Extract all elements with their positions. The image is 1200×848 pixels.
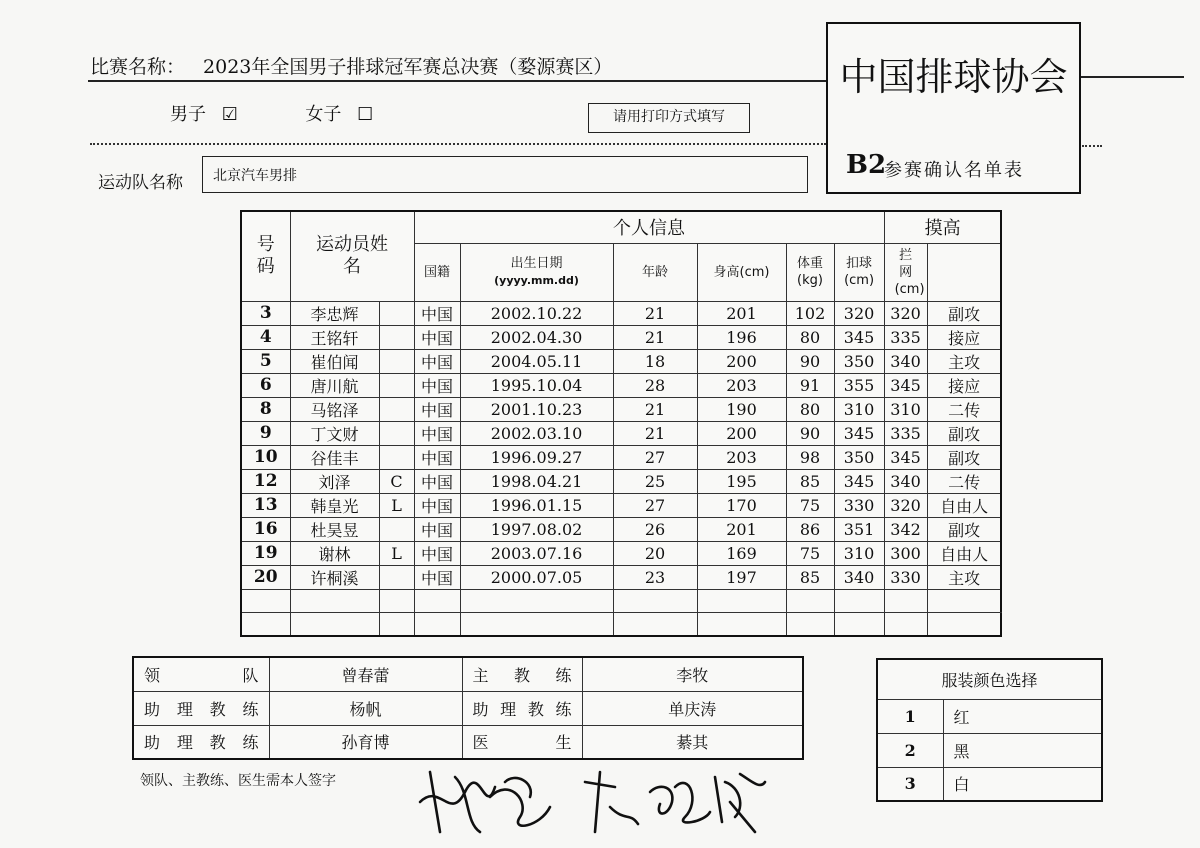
player-name: 丁文财	[290, 421, 379, 445]
competition-label: 比赛名称：	[90, 56, 186, 78]
player-name[interactable]	[290, 589, 379, 613]
player-age: 20	[613, 541, 697, 565]
player-height[interactable]	[697, 589, 786, 613]
header-nationality: 国籍	[414, 243, 460, 301]
player-nationality: 中国	[414, 517, 460, 541]
player-birthdate[interactable]	[460, 613, 613, 637]
player-name: 刘泽	[290, 469, 379, 493]
player-name: 王铭轩	[290, 325, 379, 349]
staff-row	[133, 691, 803, 725]
player-weight: 85	[786, 469, 834, 493]
player-block-reach: 342	[884, 517, 927, 541]
association-box	[826, 22, 1081, 194]
player-name: 崔伯闻	[290, 349, 379, 373]
player-age: 23	[613, 565, 697, 589]
player-spike-reach: 340	[834, 565, 884, 589]
player-number[interactable]	[241, 589, 290, 613]
player-height: 190	[697, 397, 786, 421]
player-birthdate: 1997.08.02	[460, 517, 613, 541]
player-height: 200	[697, 349, 786, 373]
player-role	[379, 301, 414, 325]
player-birthdate: 2004.05.11	[460, 349, 613, 373]
assistant-coach-name[interactable]: 杨帆	[269, 691, 462, 725]
player-number: 19	[241, 541, 290, 565]
table-row	[241, 565, 1001, 589]
player-spike-reach: 345	[834, 421, 884, 445]
player-birthdate[interactable]	[460, 589, 613, 613]
player-position: 自由人	[927, 493, 1001, 517]
player-block-reach: 335	[884, 421, 927, 445]
player-role	[379, 373, 414, 397]
header-birth	[460, 243, 613, 301]
player-name: 杜昊昱	[290, 517, 379, 541]
roster-table	[240, 210, 1002, 637]
form-code: B2	[846, 150, 887, 180]
player-nationality: 中国	[414, 397, 460, 421]
player-block-reach[interactable]	[884, 589, 927, 613]
player-nationality: 中国	[414, 493, 460, 517]
player-role[interactable]	[379, 613, 414, 637]
player-position: 副攻	[927, 445, 1001, 469]
table-row	[241, 469, 1001, 493]
player-role	[379, 517, 414, 541]
player-spike-reach: 330	[834, 493, 884, 517]
player-spike-reach: 310	[834, 397, 884, 421]
header-birth-format: (yyyy.mm.dd)	[494, 274, 579, 287]
player-birthdate: 2002.04.30	[460, 325, 613, 349]
player-spike-reach: 345	[834, 325, 884, 349]
player-spike-reach: 351	[834, 517, 884, 541]
staff-row	[133, 725, 803, 759]
table-row	[241, 493, 1001, 517]
player-weight: 98	[786, 445, 834, 469]
player-number: 9	[241, 421, 290, 445]
signature-note: 领队、主教练、医生需本人签字	[140, 773, 336, 789]
player-role: C	[379, 469, 414, 493]
player-name: 谷佳丰	[290, 445, 379, 469]
player-age: 26	[613, 517, 697, 541]
player-spike-reach[interactable]	[834, 613, 884, 637]
player-position: 副攻	[927, 301, 1001, 325]
player-position: 二传	[927, 397, 1001, 421]
player-block-reach: 340	[884, 469, 927, 493]
player-weight: 75	[786, 541, 834, 565]
doctor-name[interactable]: 綦其	[582, 725, 803, 759]
header-rule	[88, 80, 828, 82]
player-role	[379, 421, 414, 445]
player-age[interactable]	[613, 613, 697, 637]
uniform-option-number: 3	[877, 767, 943, 801]
player-number: 20	[241, 565, 290, 589]
table-row-empty	[241, 589, 1001, 613]
player-height: 195	[697, 469, 786, 493]
header-birth-label: 出生日期	[510, 256, 563, 271]
team-leader-label: 领 队	[133, 657, 269, 691]
player-role: L	[379, 493, 414, 517]
uniform-option[interactable]	[877, 767, 1102, 801]
uniform-option-color: 黑	[943, 733, 1102, 767]
player-weight: 91	[786, 373, 834, 397]
player-number: 6	[241, 373, 290, 397]
header-rule-right	[1080, 76, 1184, 78]
competition-name: 2023年全国男子排球冠军赛总决赛（婺源赛区）	[203, 56, 613, 78]
assistant-coach-name[interactable]: 孙育博	[269, 725, 462, 759]
player-birthdate: 2002.10.22	[460, 301, 613, 325]
player-weight: 102	[786, 301, 834, 325]
player-block-reach[interactable]	[884, 613, 927, 637]
player-weight: 80	[786, 397, 834, 421]
player-nationality: 中国	[414, 325, 460, 349]
assistant-coach-label: 助理教练	[462, 691, 582, 725]
player-birthdate: 1996.09.27	[460, 445, 613, 469]
player-name: 马铭泽	[290, 397, 379, 421]
player-spike-reach: 350	[834, 349, 884, 373]
header-spike: 扣球(cm)	[834, 243, 884, 301]
player-weight[interactable]	[786, 589, 834, 613]
player-name: 韩皇光	[290, 493, 379, 517]
player-age[interactable]	[613, 589, 697, 613]
player-birthdate: 1998.04.21	[460, 469, 613, 493]
player-block-reach: 345	[884, 373, 927, 397]
player-role	[379, 445, 414, 469]
header-weight: 体重(kg)	[786, 243, 834, 301]
player-number: 5	[241, 349, 290, 373]
uniform-option-color: 红	[943, 699, 1102, 733]
player-role	[379, 565, 414, 589]
player-block-reach: 330	[884, 565, 927, 589]
uniform-option-color: 白	[943, 767, 1102, 801]
player-number: 8	[241, 397, 290, 421]
form-name: 参赛确认名单表	[884, 160, 1024, 181]
player-role	[379, 349, 414, 373]
table-row	[241, 421, 1001, 445]
player-block-reach: 320	[884, 301, 927, 325]
player-position: 自由人	[927, 541, 1001, 565]
player-nationality[interactable]	[414, 589, 460, 613]
team-leader-name[interactable]: 曾春蕾	[269, 657, 462, 691]
uniform-option[interactable]	[877, 699, 1102, 733]
player-number: 10	[241, 445, 290, 469]
player-position: 接应	[927, 325, 1001, 349]
player-height: 201	[697, 301, 786, 325]
player-height: 203	[697, 445, 786, 469]
uniform-color-table	[876, 658, 1103, 802]
player-age: 21	[613, 397, 697, 421]
team-name-field[interactable]: 北京汽车男排	[202, 156, 808, 193]
header-height: 身高(cm)	[697, 243, 786, 301]
player-position: 主攻	[927, 349, 1001, 373]
player-birthdate: 2003.07.16	[460, 541, 613, 565]
player-nationality: 中国	[414, 469, 460, 493]
header-personal-info: 个人信息	[414, 211, 884, 243]
print-note: 请用打印方式填写	[588, 103, 750, 133]
player-role	[379, 325, 414, 349]
player-age: 18	[613, 349, 697, 373]
player-position: 二传	[927, 469, 1001, 493]
header-reach: 摸高	[884, 211, 1001, 243]
player-birthdate: 1996.01.15	[460, 493, 613, 517]
player-nationality: 中国	[414, 445, 460, 469]
association-name: 中国排球协会	[839, 55, 1068, 99]
player-position[interactable]	[927, 613, 1001, 637]
player-block-reach: 300	[884, 541, 927, 565]
player-spike-reach[interactable]	[834, 589, 884, 613]
uniform-title: 服装颜色选择	[877, 659, 1102, 699]
player-spike-reach: 320	[834, 301, 884, 325]
player-number[interactable]	[241, 613, 290, 637]
male-checkbox[interactable]: ☑	[221, 104, 238, 125]
player-position: 主攻	[927, 565, 1001, 589]
table-row	[241, 325, 1001, 349]
player-position: 副攻	[927, 517, 1001, 541]
head-coach-label: 主教练	[462, 657, 582, 691]
player-age: 21	[613, 301, 697, 325]
player-height: 169	[697, 541, 786, 565]
player-nationality: 中国	[414, 421, 460, 445]
player-block-reach: 345	[884, 445, 927, 469]
player-height: 170	[697, 493, 786, 517]
player-block-reach: 310	[884, 397, 927, 421]
player-age: 21	[613, 325, 697, 349]
table-row	[241, 301, 1001, 325]
player-spike-reach: 345	[834, 469, 884, 493]
player-role	[379, 397, 414, 421]
player-role[interactable]	[379, 589, 414, 613]
competition-line	[90, 52, 612, 79]
uniform-option[interactable]	[877, 733, 1102, 767]
table-row	[241, 445, 1001, 469]
dotted-divider-right	[1082, 145, 1102, 147]
assistant-coach-label: 助理教练	[133, 725, 269, 759]
player-number: 4	[241, 325, 290, 349]
player-number: 13	[241, 493, 290, 517]
header-number: 号码	[241, 211, 290, 301]
player-number: 16	[241, 517, 290, 541]
player-weight: 90	[786, 421, 834, 445]
player-birthdate: 1995.10.04	[460, 373, 613, 397]
player-nationality: 中国	[414, 373, 460, 397]
player-name: 唐川航	[290, 373, 379, 397]
player-nationality[interactable]	[414, 613, 460, 637]
player-age: 28	[613, 373, 697, 397]
assistant-coach-name[interactable]: 单庆涛	[582, 691, 803, 725]
gender-selection	[170, 100, 383, 126]
table-row-empty	[241, 613, 1001, 637]
player-position: 副攻	[927, 421, 1001, 445]
header-age: 年龄	[613, 243, 697, 301]
player-block-reach: 340	[884, 349, 927, 373]
player-name[interactable]	[290, 613, 379, 637]
player-weight[interactable]	[786, 613, 834, 637]
player-age: 27	[613, 493, 697, 517]
male-label: 男子	[170, 104, 206, 125]
staff-table	[132, 656, 804, 760]
player-height[interactable]	[697, 613, 786, 637]
uniform-option-number: 2	[877, 733, 943, 767]
player-height: 201	[697, 517, 786, 541]
player-height: 200	[697, 421, 786, 445]
table-row	[241, 373, 1001, 397]
player-nationality: 中国	[414, 349, 460, 373]
player-number: 3	[241, 301, 290, 325]
player-age: 27	[613, 445, 697, 469]
player-weight: 80	[786, 325, 834, 349]
player-nationality: 中国	[414, 301, 460, 325]
header-block: 拦网(cm)	[884, 243, 927, 301]
player-block-reach: 335	[884, 325, 927, 349]
table-row	[241, 541, 1001, 565]
player-weight: 85	[786, 565, 834, 589]
female-checkbox[interactable]: ☐	[357, 104, 374, 125]
player-height: 197	[697, 565, 786, 589]
player-age: 25	[613, 469, 697, 493]
player-height: 203	[697, 373, 786, 397]
player-name: 李忠辉	[290, 301, 379, 325]
team-label: 运动队名称	[98, 173, 183, 193]
player-weight: 86	[786, 517, 834, 541]
player-height: 196	[697, 325, 786, 349]
table-row	[241, 517, 1001, 541]
player-age: 21	[613, 421, 697, 445]
player-birthdate: 2002.03.10	[460, 421, 613, 445]
staff-row	[133, 657, 803, 691]
player-position: 接应	[927, 373, 1001, 397]
doctor-label: 医 生	[462, 725, 582, 759]
header-athlete: 运动员姓 名	[290, 211, 414, 301]
player-nationality: 中国	[414, 541, 460, 565]
female-label: 女子	[305, 104, 342, 125]
player-spike-reach: 310	[834, 541, 884, 565]
player-birthdate: 2001.10.23	[460, 397, 613, 421]
player-birthdate: 2000.07.05	[460, 565, 613, 589]
player-weight: 90	[786, 349, 834, 373]
player-weight: 75	[786, 493, 834, 517]
dotted-divider	[90, 143, 826, 145]
assistant-coach-label: 助理教练	[133, 691, 269, 725]
player-block-reach: 320	[884, 493, 927, 517]
player-name: 许桐溪	[290, 565, 379, 589]
player-name: 谢林	[290, 541, 379, 565]
table-row	[241, 349, 1001, 373]
table-row	[241, 397, 1001, 421]
player-nationality: 中国	[414, 565, 460, 589]
uniform-option-number: 1	[877, 699, 943, 733]
player-number: 12	[241, 469, 290, 493]
player-spike-reach: 350	[834, 445, 884, 469]
player-role: L	[379, 541, 414, 565]
player-spike-reach: 355	[834, 373, 884, 397]
player-position[interactable]	[927, 589, 1001, 613]
handwritten-signature	[410, 762, 770, 842]
head-coach-name[interactable]: 李牧	[582, 657, 803, 691]
